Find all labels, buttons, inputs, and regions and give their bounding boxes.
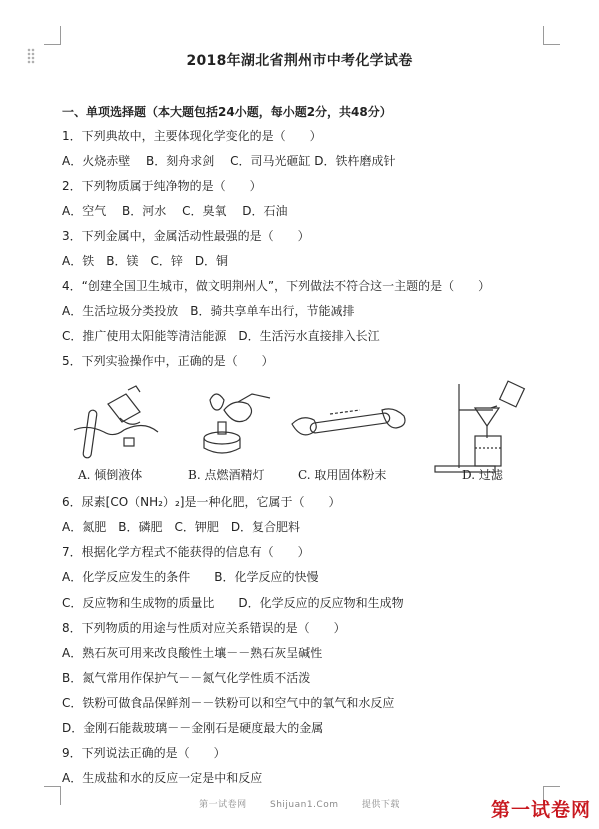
page-title: 2018年湖北省荆州市中考化学试卷 [186, 53, 413, 69]
option-line: A．生活垃圾分类投放 B．骑共享单车出行，节能减排 [62, 304, 355, 318]
figure-caption: B. 点燃酒精灯 [188, 468, 265, 482]
option-line: A．化学反应发生的条件 B．化学反应的快慢 [62, 570, 319, 584]
option-line: A．空气 B．河水 C．臭氧 D．石油 [62, 204, 288, 218]
option-line: A．火烧赤壁 B．刻舟求剑 C．司马光砸缸 D．铁杵磨成针 [62, 154, 396, 168]
question-line: 3．下列金属中，金属活动性最强的是（ ） [62, 229, 310, 243]
question-line: 2．下列物质属于纯净物的是（ ） [62, 179, 262, 193]
question-line: 8．下列物质的用途与性质对应关系错误的是（ ） [62, 621, 346, 635]
footer-site-url[interactable]: Shijuan1.Com [270, 800, 339, 810]
question-line: 4．“创建全国卫生城市，做文明荆州人”，下列做法不符合这一主题的是（ ） [62, 279, 491, 293]
question-line: 6．尿素[CO（NH₂）₂]是一种化肥，它属于（ ） [62, 495, 341, 509]
figure-caption: A. 倾倒液体 [78, 468, 143, 482]
option-line: D．金刚石能裁玻璃－－金刚石是硬度最大的金属 [62, 721, 324, 735]
page-corner-mark [543, 26, 560, 45]
figure-caption: C. 取用固体粉末 [298, 468, 387, 482]
question-line: 1．下列典故中，主要体现化学变化的是（ ） [62, 129, 322, 143]
footer-site-name: 第一试卷网 [199, 800, 247, 810]
question-line: 5．下列实验操作中，正确的是（ ） [62, 354, 274, 368]
option-line: C．铁粉可做食品保鲜剂－－铁粉可以和空气中的氧气和水反应 [62, 696, 395, 710]
question-line: 9．下列说法正确的是（ ） [62, 746, 226, 760]
section-heading: 一、单项选择题（本大题包括24小题，每小题2分，共48分） [62, 105, 392, 119]
option-line: C．反应物和生成物的质量比 D．化学反应的反应物和生成物 [62, 596, 404, 610]
option-line: A．氮肥 B．磷肥 C．钾肥 D．复合肥料 [62, 520, 301, 534]
filtration-figure [415, 380, 543, 480]
option-line: A．熟石灰可用来改良酸性土壤－－熟石灰呈碱性 [62, 646, 323, 660]
watermark-logo: 第一试卷网 [490, 799, 591, 821]
option-line: C．推广使用太阳能等清洁能源 D．生活污水直接排入长江 [62, 329, 380, 343]
footer-download-text: 提供下载 [361, 800, 400, 810]
option-line: A．生成盐和水的反应一定是中和反应 [62, 771, 263, 785]
option-line: B．氮气常用作保护气－－氮气化学性质不活泼 [62, 671, 311, 685]
page-corner-mark [44, 26, 61, 45]
figure-caption: D. 过滤 [462, 468, 503, 482]
option-line: A．铁 B．镁 C．锌 D．铜 [62, 254, 229, 268]
question-line: 7．根据化学方程式不能获得的信息有（ ） [62, 545, 310, 559]
